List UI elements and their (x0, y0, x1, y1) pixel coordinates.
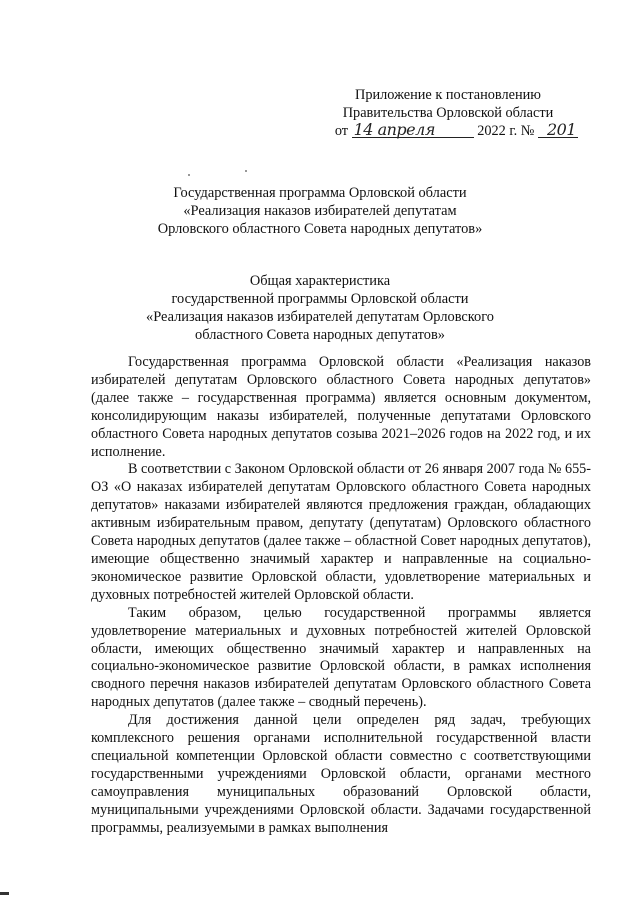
paragraph: Государственная программа Орловской области «Реализация наказов избирателей депутатам Орловского областного Совета народных депутатов» (далее также – государственная программа) является основным документом, консолидирующим наказы избирателей, полученные депутатами Орловского областного Совета народных депутатов созыва 2021–2026 годов на 2022 год, и их исполнение. (91, 354, 591, 460)
appendix-line-1: Приложение к постановлению (355, 87, 541, 103)
appendix-date-line (318, 122, 578, 140)
paragraph: Для достижения данной цели определен ряд задач, требующих комплексного решения органами исполнительной государственной власти специальной компетенции Орловской области совместно с соответствующими государственными учреждениями Орловской области, органами местного самоуправления муниципальных образований Орловской области, муниципальными учреждениями Орловской области. Задачами государственной программы, реализуемыми в рамках выполнения (91, 712, 591, 836)
handwritten-number: 201 (538, 122, 578, 138)
program-title-line-2: «Реализация наказов избирателей депутатам (183, 203, 457, 219)
scan-speck (245, 170, 247, 172)
body-text (91, 354, 591, 837)
appendix-line-2: Правительства Орловской области (342, 105, 554, 121)
program-title (90, 184, 550, 238)
section-title-line-1: Общая характеристика (249, 273, 391, 289)
scan-speck (188, 174, 190, 176)
year-text: 2022 г. № (477, 123, 535, 139)
section-title-line-3: «Реализация наказов избирателей депутатам Орловского (146, 309, 494, 325)
program-title-line-3: Орловского областного Совета народных депутатов» (157, 221, 483, 237)
date-prefix: от (334, 123, 349, 139)
handwritten-date: 14 апреля (352, 122, 474, 138)
scan-margin-mark (0, 892, 9, 895)
program-title-line-1: Государственная программа Орловской области (173, 185, 467, 201)
section-title-line-4: областного Совета народных депутатов» (195, 327, 445, 343)
appendix-header (318, 86, 578, 140)
paragraph: В соответствии с Законом Орловской области от 26 января 2007 года № 655-ОЗ «О наказах избирателей депутатам Орловского областного Совета народных депутатов» наказами избирателей являются предложения граждан, обладающих активным избирательным правом, депутату (депутатам) Орловского областного Совета народных депутатов (далее также – областной Совет народных депутатов), имеющие общественно значимый характер и направленные на социально-экономическое развитие Орловской области, удовлетворение материальных и духовных потребностей жителей Орловской области. (91, 461, 591, 603)
paragraph: Таким образом, целью государственной программы является удовлетворение материальных и духовных потребностей жителей Орловской области, имеющих общественно значимый характер и направленных на социально-экономическое развитие Орловской области, в рамках исполнения сводного перечня наказов избирателей депутатам Орловского областного Совета народных депутатов (далее также – сводный перечень). (91, 604, 591, 711)
section-title-line-2: государственной программы Орловской области (171, 291, 469, 307)
section-title (90, 272, 550, 344)
